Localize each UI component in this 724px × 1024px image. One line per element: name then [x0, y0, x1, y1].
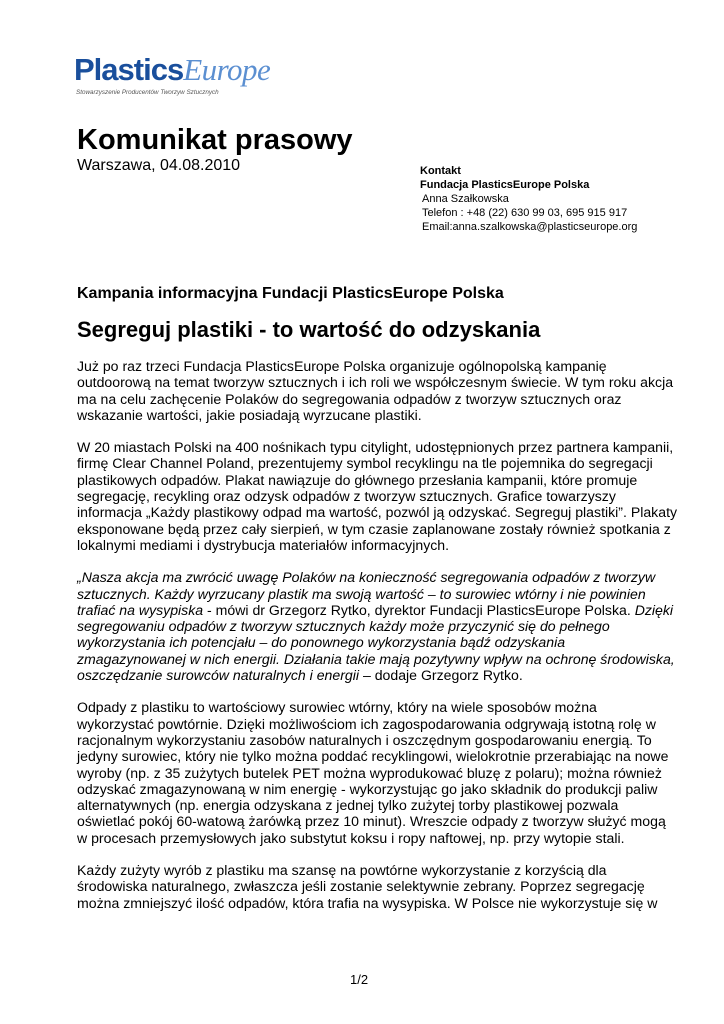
paragraph-line: plastikowych odpadów. Plakat nawiązuje do głównego przesłania kampanii, które promuje	[77, 471, 638, 488]
logo-name-part1: Plastics	[74, 52, 184, 87]
headline: Segreguj plastiki - to wartość do odzyskania	[77, 317, 541, 342]
paragraph-line: można zmniejszyć ilość odpadów, która trafia na wysypiska. W Polsce nie wykorzystuje się w	[77, 894, 658, 911]
paragraph-line: jedyny surowiec, który nie tylko można poddać recyklingowi, wielokrotnie przerabiając na nowe	[77, 748, 669, 765]
paragraph-line: lokalnymi mediami i dystrybucja materiałów informacyjnych.	[77, 536, 450, 553]
quote-line: sztucznych. Każdy wyrzucany plastik ma swoją wartość – to surowiec wtórny i nie powinien	[77, 585, 646, 602]
paragraph-line: Już po raz trzeci Fundacja PlasticsEurope Polska organizuje ogólnopolską kampanię	[77, 358, 607, 374]
paragraph-line: w procesach przemysłowych jako substytut koksu i ropy naftowej, np. przy wytopie stali.	[77, 829, 625, 846]
dateline: Warszawa, 04.08.2010	[77, 157, 241, 174]
paragraph-line: wyroby (np. z 35 zużytych butelek PET można wyprodukować bluzę z polaru); można również	[77, 764, 662, 781]
contact-block	[420, 164, 637, 234]
plasticseurope-logo	[70, 52, 271, 104]
page-number: 1/2	[350, 972, 369, 987]
paragraph-line: racjonalnym wykorzystaniu zasobów naturalnych i oszczędnym gospodarowaniu energią. To	[77, 731, 652, 748]
paragraph-1	[77, 358, 674, 423]
contact-organization: Fundacja PlasticsEurope Polska	[420, 179, 590, 191]
quote-line: segregowaniu odpadów z tworzyw sztucznych każdy może przyczynić się do pełnego	[77, 618, 610, 635]
paragraph-2	[77, 439, 678, 553]
quote-fragment: Dzięki	[634, 601, 674, 618]
quote-line: zmagazynowanej w nich energii. Działania takie mają pozytywny wpływ na ochronę środowiska,	[77, 650, 675, 667]
paragraph-line: firmę Clear Channel Poland, prezentujemy symbol recyklingu na tle pojemnika do segregacji	[77, 455, 653, 472]
paragraph-3-quote	[77, 569, 675, 684]
article-body	[77, 358, 678, 927]
paragraph-line: wykorzystać powtórnie. Dzięki możliwościom ich zagospodarowania odgrywają istotną rolę w	[77, 715, 656, 732]
paragraph-line: segregację, recykling oraz odzysk odpadów z tworzyw sztucznych. Grafice towarzyszy	[77, 488, 616, 505]
paragraph-line: oświetlać pokój 60-watową żarówką przez 10 minut). Wreszcie odpady z tworzyw służyć mogą	[77, 813, 666, 830]
document-title: Komunikat prasowy	[77, 124, 353, 156]
contact-email: Email:anna.szalkowska@plasticseurope.org	[422, 221, 638, 233]
contact-heading: Kontakt	[420, 165, 461, 177]
quote-line: „Nasza akcja ma zwrócić uwagę Polaków na konieczność segregowania odpadów z tworzyw	[77, 569, 656, 586]
paragraph-line: outdoorową na temat tworzyw sztucznych i ich roli we współczesnym świecie. W tym roku akcja	[77, 374, 674, 391]
contact-phone: Telefon : +48 (22) 630 99 03, 695 915 917	[422, 207, 628, 219]
logo-name-part2: Europe	[183, 52, 271, 87]
attribution-fragment: - mówi dr Grzegorz Rytko, dyrektor Fundacji PlasticsEurope Polska.	[203, 601, 635, 618]
paragraph-line: informacja „Każdy plastikowy odpad ma wartość, pozwól ją odzyskać. Segreguj plastiki”. Plakaty	[77, 504, 678, 521]
paragraph-line: Odpady z plastiku to wartościowy surowiec wtórny, który na wiele sposobów można	[77, 699, 597, 716]
paragraph-line: odzyskać zmagazynowaną w nim energię - wykorzystując go jako składnik do produkcji paliw	[77, 780, 658, 797]
quote-line-mixed	[77, 601, 674, 618]
quote-line-mixed	[77, 667, 657, 683]
paragraph-line: W 20 miastach Polski na 400 nośnikach typu citylight, udostępnionych przez partnera kampanii,	[77, 439, 674, 456]
quote-line: wykorzystania ich potencjału – do ponownego wykorzystania bądź odzyskania	[77, 634, 566, 651]
logo-wordmark	[74, 52, 270, 88]
contact-person: Anna Szałkowska	[422, 193, 509, 205]
paragraph-line: ma na celu zachęcenie Polaków do segregowania odpadów z tworzyw sztucznych oraz	[77, 390, 622, 407]
kicker: Kampania informacyjna Fundacji PlasticsEurope Polska	[77, 285, 504, 302]
attribution-fragment: – dodaje Grzegorz Rytko.	[359, 667, 523, 684]
paragraph-line: środowiska naturalnego, zwłaszcza jeśli zostanie selektywnie zebrany. Poprzez segregację	[77, 878, 645, 895]
paragraph-line: wskazanie wartości, jakie posiadają wyrzucane plastiki.	[77, 406, 422, 423]
logo-subtitle: Stowarzyszenie Producentów Tworzyw Sztucznych	[76, 89, 219, 96]
paragraph-4	[77, 699, 669, 846]
quote-fragment: trafiać na wysypiska	[77, 601, 204, 618]
paragraph-line: alternatywnych (np. energia odzyskana z jednej tylko zużytej torby plastikowej pozwala	[77, 797, 619, 814]
quote-fragment: oszczędzanie surowców naturalnych i energii	[77, 667, 360, 684]
paragraph-line: Każdy zużyty wyrób z plastiku ma szansę na powtórne wykorzystanie z korzyścią dla	[77, 862, 607, 879]
paragraph-line: eksponowane będą przez cały sierpień, w tym czasie zaplanowane zostały również spotkania z	[77, 520, 671, 537]
paragraph-5	[77, 862, 657, 911]
